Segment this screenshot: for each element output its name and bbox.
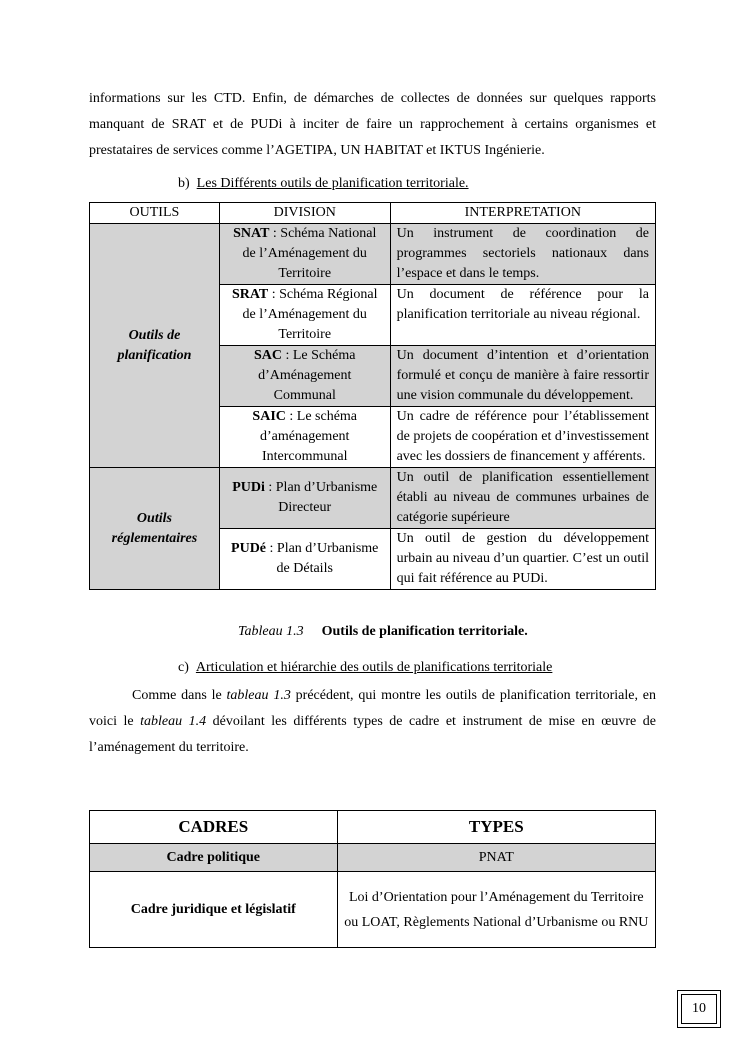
interpretation-cell: Un cadre de référence pour l’établissement de projets de coopération et d’investissement avec les dossiers de financement y afférents. <box>390 407 655 468</box>
section-c-marker: c) <box>178 660 189 675</box>
planning-tools-table <box>89 202 656 590</box>
page-number: 10 <box>681 994 717 1024</box>
category-planification: Outils de planification <box>90 224 220 468</box>
header-types: TYPES <box>337 811 655 844</box>
interpretation-cell: Un document d’intention et d’orientation formulé et conçu de manière à faire ressortir une vision communale du développement. <box>390 346 655 407</box>
division-cell: SNAT : Schéma National de l’Aménagement du Territoire <box>219 224 390 285</box>
category-reglementaires: Outils réglementaires <box>90 468 220 590</box>
table-row <box>90 872 656 948</box>
caption-number: Tableau 1.3 <box>238 624 304 639</box>
interpretation-cell: Un outil de gestion du développement urbain au niveau d’un quartier. C’est un outil qui fait référence au PUDi. <box>390 529 655 590</box>
intro-paragraph: informations sur les CTD. Enfin, de démarches de collectes de données sur quelques rapports manquant de SRAT et de PUDi à inciter de faire un rapprochement à certains organismes et prestataires de services comme l’AGETIPA, UN HABITAT et IKTUS Ingénierie. <box>89 91 656 158</box>
caption-title: Outils de planification territoriale. <box>321 624 528 639</box>
interpretation-cell: Un instrument de coordination de programmes sectoriels nationaux dans l’espace et dans le temps. <box>390 224 655 285</box>
table-caption <box>238 624 528 640</box>
frameworks-table <box>89 810 656 948</box>
type-cell: Loi d’Orientation pour l’Aménagement du Territoire ou LOAT, Règlements National d’Urbanisme ou RNU <box>337 872 655 948</box>
section-c-heading <box>178 660 552 676</box>
interpretation-cell: Un outil de planification essentiellement établi au niveau de communes urbaines de catégorie supérieure <box>390 468 655 529</box>
table-row <box>90 224 656 285</box>
division-cell: SRAT : Schéma Régional de l’Aménagement du Territoire <box>219 285 390 346</box>
table-row <box>90 844 656 872</box>
header-division: DIVISION <box>219 203 390 224</box>
division-cell: PUDi : Plan d’Urbanisme Directeur <box>219 468 390 529</box>
table-header-row <box>90 811 656 844</box>
table-row <box>90 468 656 529</box>
cadre-cell: Cadre juridique et législatif <box>90 872 338 948</box>
type-cell: PNAT <box>337 844 655 872</box>
division-cell: SAIC : Le schéma d’aménagement Intercommunal <box>219 407 390 468</box>
header-outils: OUTILS <box>90 203 220 224</box>
section-b-marker: b) <box>178 176 190 191</box>
table-header-row <box>90 203 656 224</box>
section-b-title: Les Différents outils de planification territoriale. <box>196 176 469 191</box>
page-number-box <box>677 990 721 1028</box>
section-c-title: Articulation et hiérarchie des outils de planifications territoriale <box>195 660 553 675</box>
body-paragraph: Comme dans le tableau 1.3 précédent, qui montre les outils de planification territoriale, en voici le tableau 1.4 dévoilant les différents types de cadre et instrument de mise en œuvre de l’aménagement du territoire. <box>89 688 656 755</box>
cadre-cell: Cadre politique <box>90 844 338 872</box>
section-b-heading <box>178 176 469 192</box>
interpretation-cell: Un document de référence pour la planification territoriale au niveau régional. <box>390 285 655 346</box>
division-cell: PUDé : Plan d’Urbanisme de Détails <box>219 529 390 590</box>
division-cell: SAC : Le Schéma d’Aménagement Communal <box>219 346 390 407</box>
header-interpretation: INTERPRETATION <box>390 203 655 224</box>
header-cadres: CADRES <box>90 811 338 844</box>
